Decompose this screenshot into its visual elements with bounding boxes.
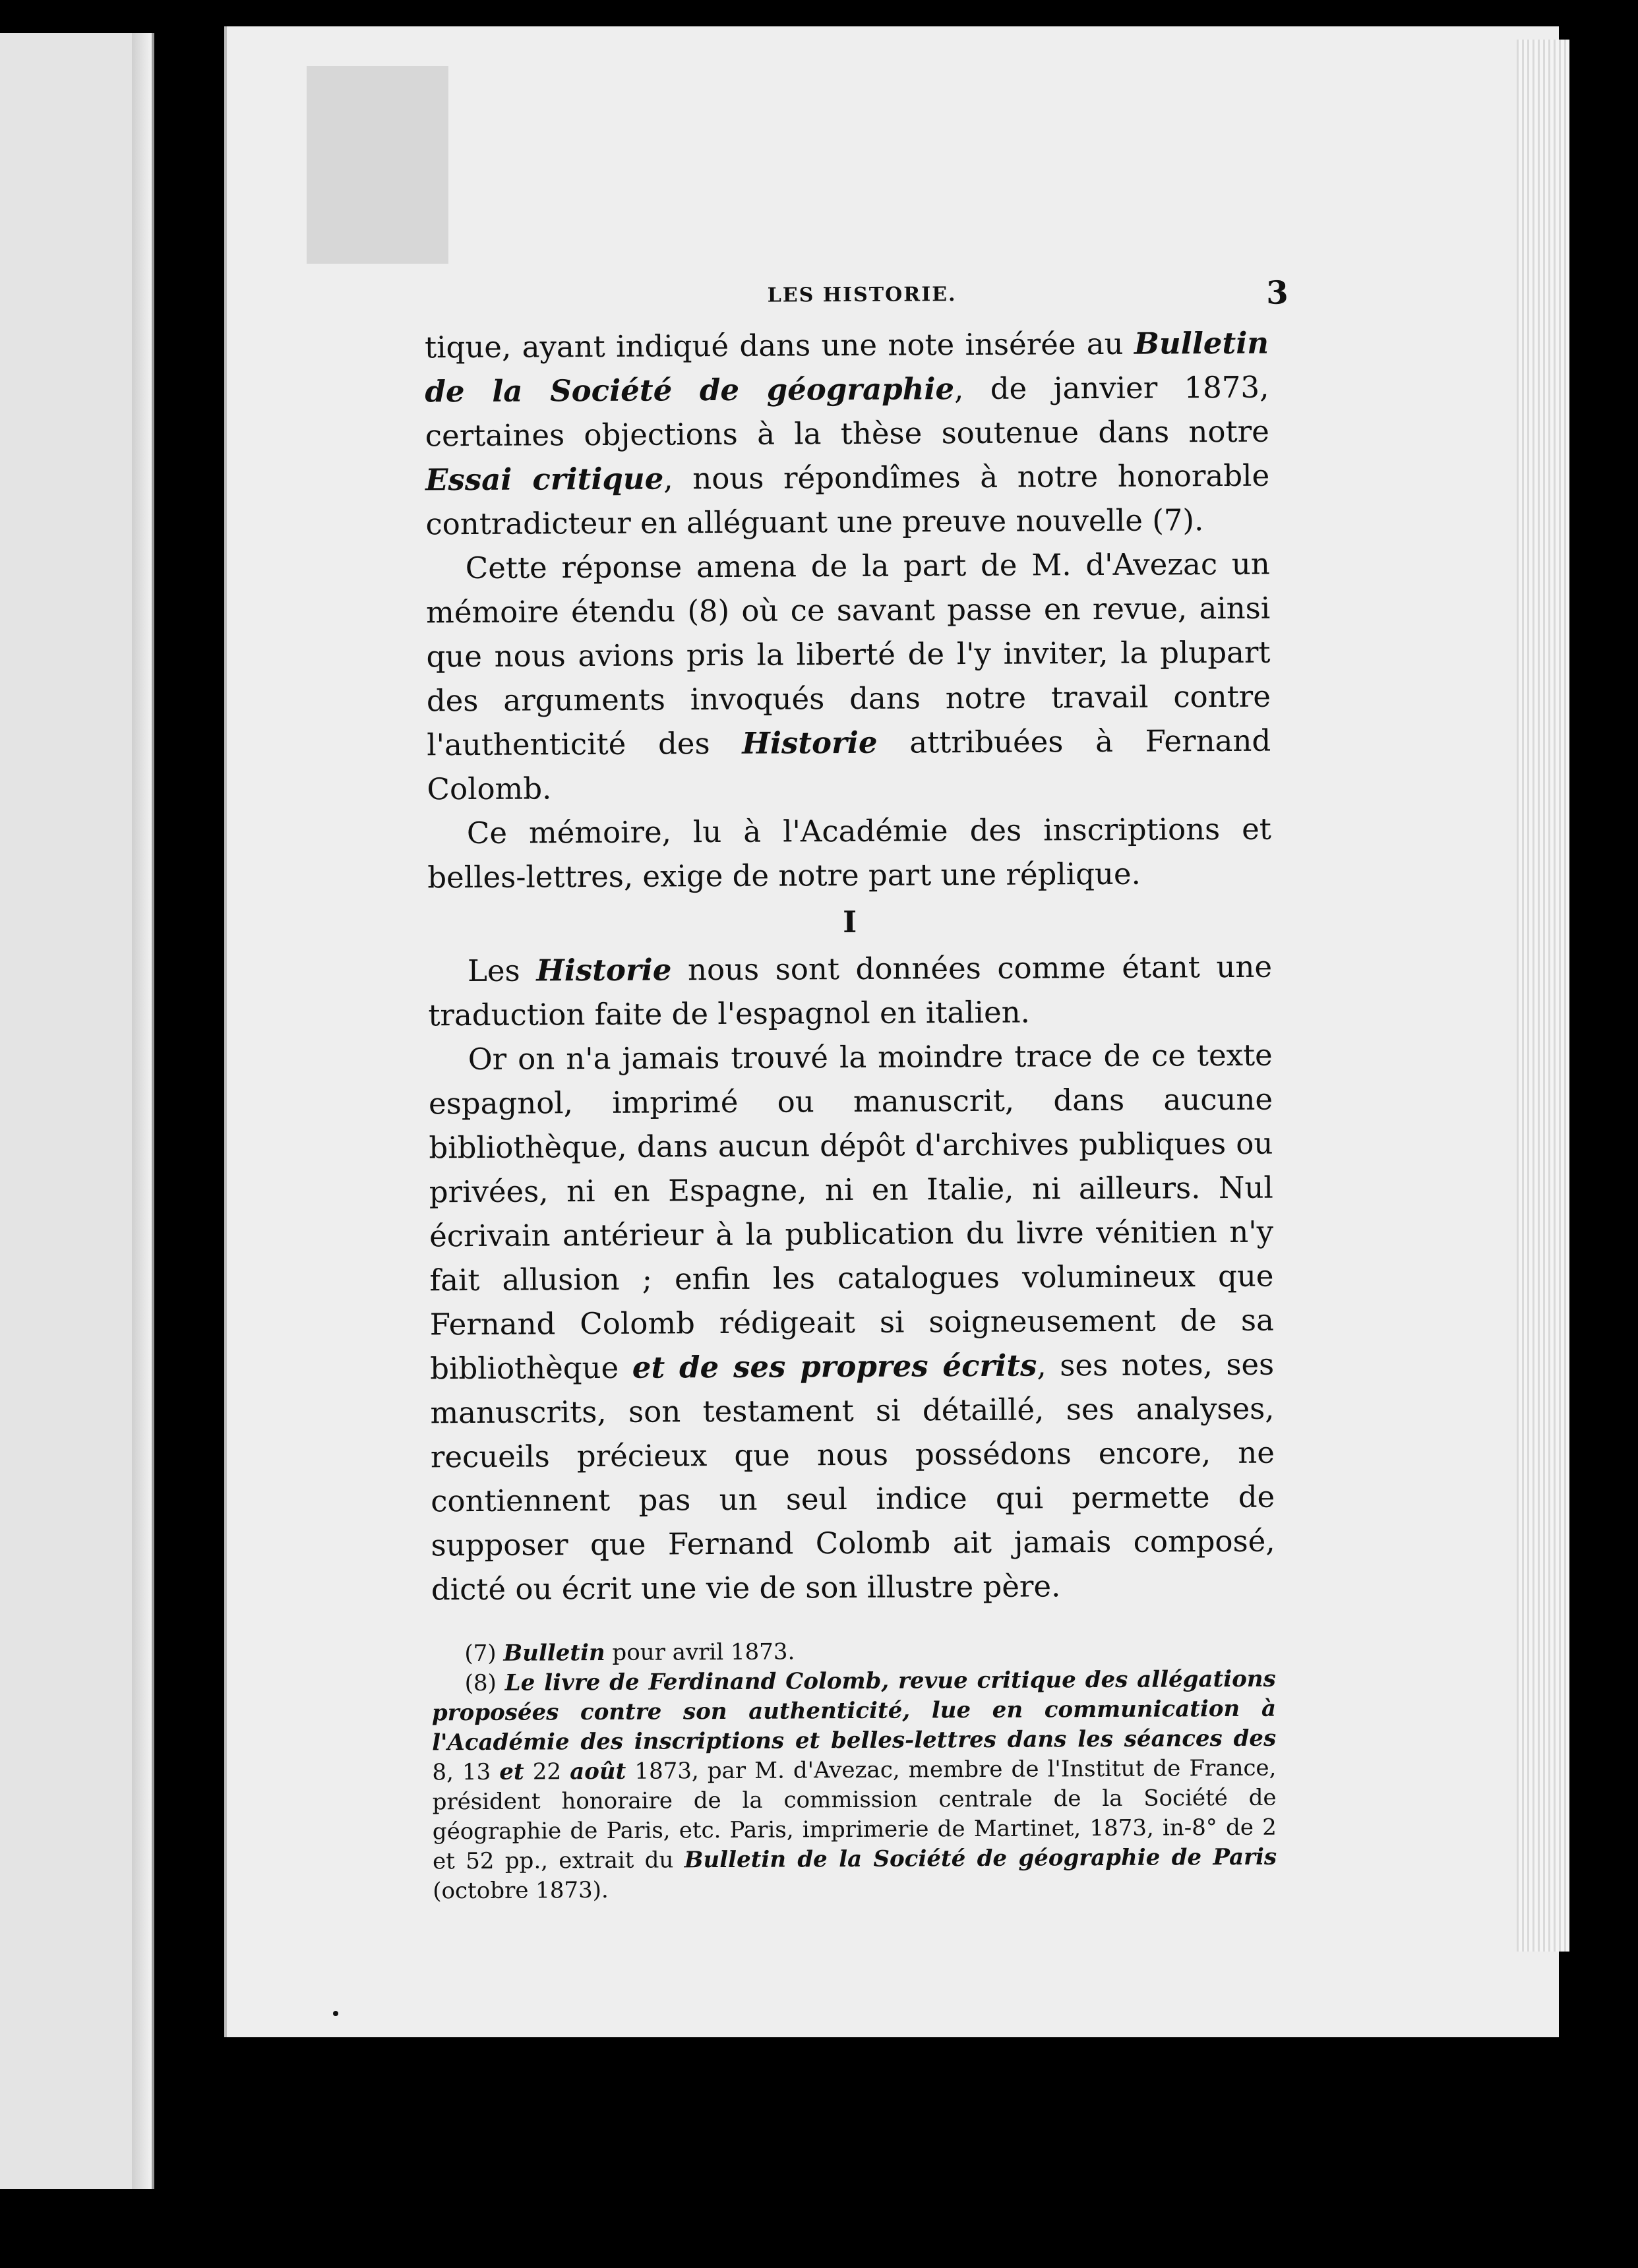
section-heading: I (842, 904, 857, 940)
paragraph (429, 1033, 1276, 1612)
paragraph (426, 542, 1271, 812)
italic-text: Le livre de Ferdinand Colomb, revue critique des allégations proposées contre son authenticité, lue en communication à l'Académie des inscriptions et belles-lettres dans les séances des (431, 1665, 1277, 1756)
italic-text: et (499, 1758, 524, 1785)
italic-text: Bulletin de la Société de géographie de Paris (684, 1843, 1277, 1874)
footnote (432, 1665, 1277, 1907)
text-run: tique, ayant indiqué dans une note insérée au (424, 326, 1135, 365)
page-fold (132, 33, 152, 2189)
running-head (425, 274, 1289, 326)
text-run: Ce mémoire, lu à l'Académie des inscriptions et belles-lettres, exige de notre part une réplique. (427, 811, 1272, 895)
text-run: 8, 13 (432, 1758, 500, 1786)
text-run: pour avril 1873. (605, 1638, 795, 1666)
ink-speck (333, 2011, 338, 2016)
italic-text: Bulletin (503, 1639, 605, 1667)
section-paragraphs (428, 945, 1275, 1612)
tape-stain (307, 66, 448, 264)
paragraph (428, 945, 1273, 1038)
italic-text: Historie (536, 952, 672, 988)
text-run: , de janvier 1873, certaines objections à la thèse soutenue dans notre (425, 369, 1269, 454)
intro-paragraphs (425, 321, 1272, 900)
text-run: (octobre 1873). (433, 1876, 609, 1905)
text-run: Or on n'a jamais trouvé la moindre trace de ce texte espagnol, imprimé ou manuscrit, dans aucune bibliothèque, dans aucun dépôt d'archives publiques ou privées, ni en Espagne, ni en Italie, ni ailleurs. Nul écrivain antérieur à la publication du livre vénitien n'y fait allusion ; enfin les catalogues volumineux que Fernand Colomb rédigeait si soigneusement de sa bibliothèque (428, 1037, 1274, 1387)
text-run: , ses notes, ses manuscrits, son testament si détaillé, ses analyses, recueils précieux que nous possédons encore, ne contiennent pas un seul indice qui permette de supposer que Fernand Colomb ait jamais composé, dicté ou écrit une vie de son illustre père. (430, 1346, 1275, 1607)
italic-text: Historie (742, 725, 878, 761)
page-number: 3 (1266, 274, 1289, 312)
text-run: Cette réponse amena de la part de M. d'Avezac un mémoire étendu (8) où ce savant passe en revue, ainsi que nous avions pris la liberté de l'y inviter, la plupart des arguments invoqués dans notre travail contre l'authenticité des (426, 546, 1271, 763)
page-stack-edge (1517, 40, 1569, 1952)
text-run: (8) (464, 1669, 505, 1697)
text-run: Les (467, 953, 537, 989)
italic-text: et de ses propres écrits (632, 1348, 1037, 1385)
running-head-title: LES HISTORIE. (767, 283, 957, 307)
book-binding (173, 26, 207, 2195)
text-run: , nous répondîmes à notre honorable contradicteur en alléguant une preuve nouvelle (7). (425, 458, 1270, 542)
page-text (424, 274, 1289, 1907)
text-run: attribuées à Fernand Colomb. (427, 723, 1271, 807)
italic-text: Bulletin de la Société de géographie (425, 325, 1269, 409)
text-run: 22 (524, 1758, 570, 1785)
paragraph (427, 807, 1272, 900)
text-run: 1873, par M. d'Avezac, membre de l'Institut de France, président honoraire de la commission centrale de la Société de géographie de Paris, etc. Paris, imprimerie de Martinet, 1873, in-8° de 2 et 52 pp., extrait du (432, 1754, 1277, 1875)
facing-page-edge (0, 33, 154, 2189)
text-run: (7) (464, 1640, 504, 1667)
footnote (431, 1635, 1275, 1669)
italic-text: Essai critique (425, 461, 664, 498)
text-run: nous sont données comme étant une traduction faite de l'espagnol en italien. (428, 949, 1273, 1033)
footnotes (431, 1635, 1277, 1907)
italic-text: août (570, 1758, 626, 1785)
paragraph (425, 321, 1270, 547)
